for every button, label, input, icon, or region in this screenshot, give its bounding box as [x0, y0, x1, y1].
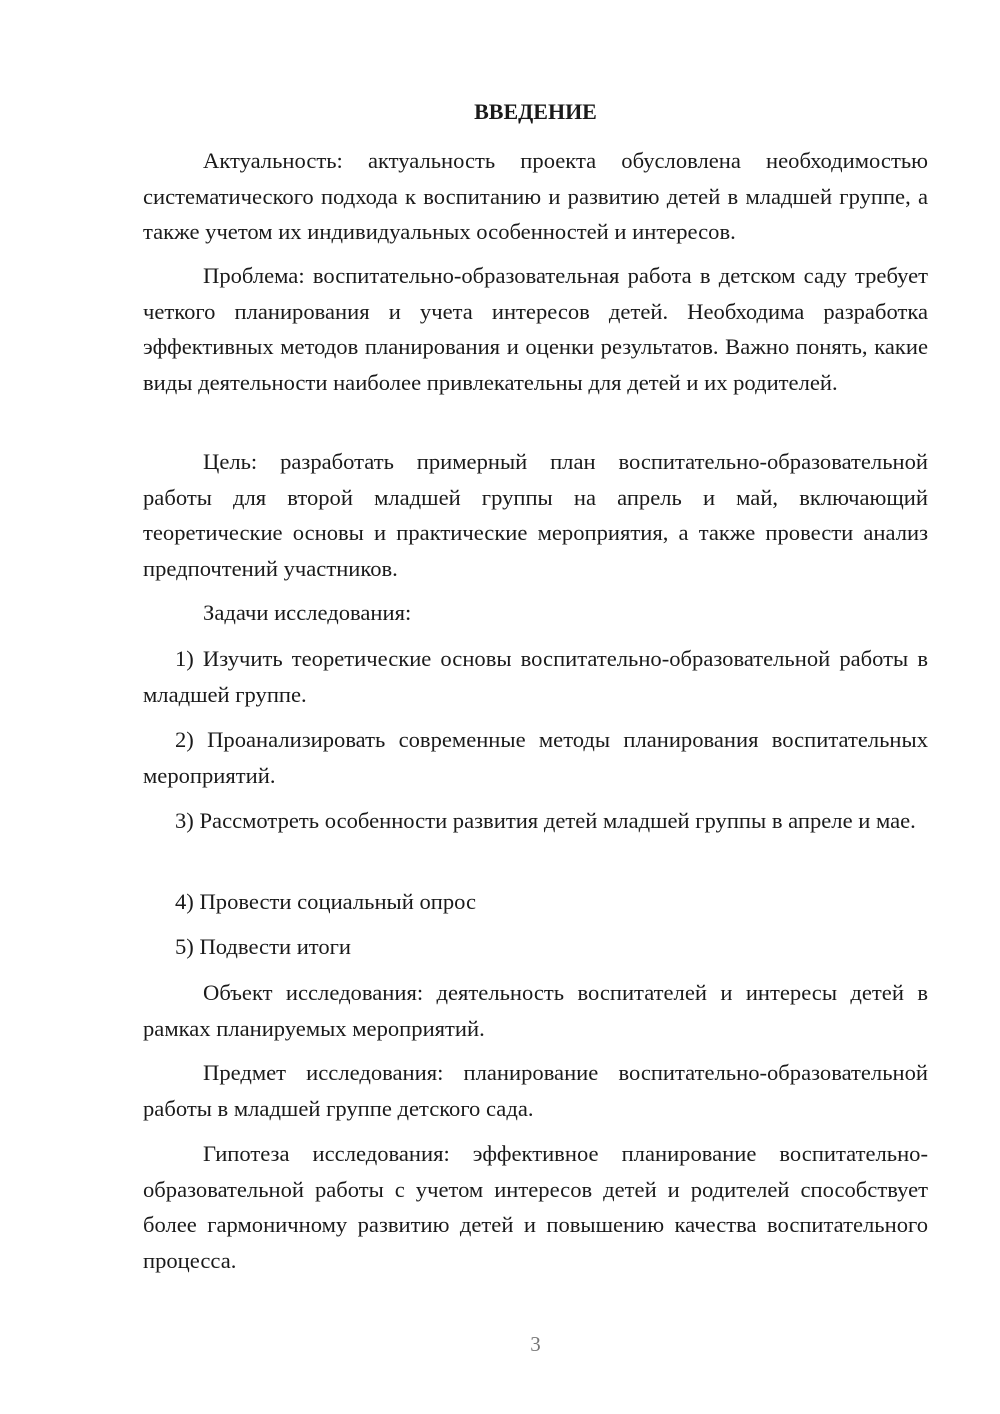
list-item-task-2: 2) Проанализировать современные методы планирования воспитательных мероприятий. — [143, 727, 928, 788]
document-page — [143, 0, 928, 1414]
list-item-task-4: 4) Провести социальный опрос — [175, 889, 477, 914]
paragraph-hypothesis: Гипотеза исследования: эффективное планирование воспитательно-образовательной работы с учетом интересов детей и родителей способствует более гармоничному развитию детей и повышению качества воспитательного процесса. — [143, 1141, 928, 1273]
paragraph-goal: Цель: разработать примерный план воспитательно-образовательной работы для второй младшей группы на апрель и май, включающий теоретические основы и практические мероприятия, а также провести анализ предпочтений участников. — [143, 449, 928, 581]
section-heading: ВВЕДЕНИЕ — [474, 99, 597, 124]
paragraph-subject: Предмет исследования: планирование воспитательно-образовательной работы в младшей группе детского сада. — [143, 1060, 928, 1121]
list-item-task-5: 5) Подвести итоги — [175, 934, 352, 959]
list-item-task-3: 3) Рассмотреть особенности развития детей младшей группы в апреле и мае. — [175, 808, 916, 833]
paragraph-object: Объект исследования: деятельность воспитателей и интересы детей в рамках планируемых мероприятий. — [143, 980, 928, 1041]
page-number: 3 — [530, 1332, 541, 1356]
list-item-task-1: 1) Изучить теоретические основы воспитательно-образовательной работы в младшей группе. — [143, 646, 928, 707]
paragraph-tasks-title: Задачи исследования: — [203, 600, 412, 625]
paragraph-problem: Проблема: воспитательно-образовательная работа в детском саду требует четкого планирования и учета интересов детей. Необходима разработка эффективных методов планирования и оценки результатов. Важно понять, какие виды деятельности наиболее привлекательны для детей и их родителей. — [143, 263, 928, 395]
paragraph-relevance: Актуальность: актуальность проекта обусловлена необходимостью систематического подхода к воспитанию и развитию детей в младшей группе, а также учетом их индивидуальных особенностей и интересов. — [143, 148, 928, 244]
